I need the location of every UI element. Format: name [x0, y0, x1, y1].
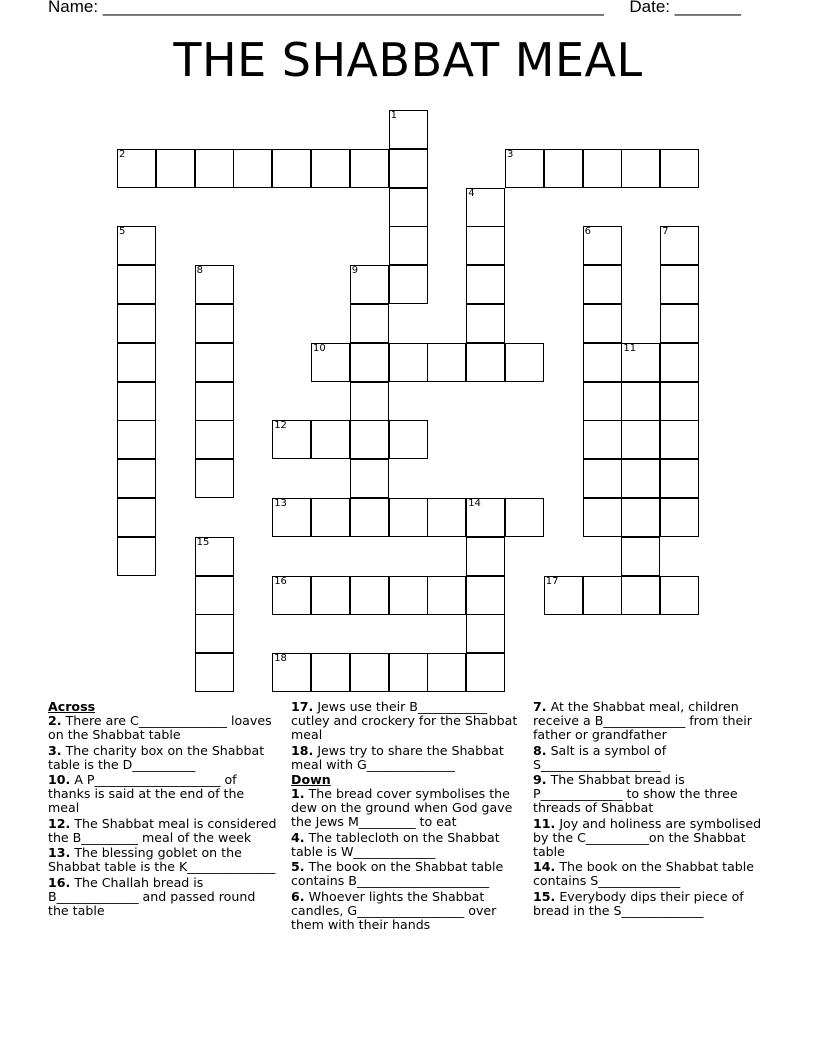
grid-cell[interactable] [311, 149, 350, 188]
grid-cell[interactable] [195, 149, 234, 188]
clue-item [533, 860, 765, 888]
clue-number: 5 [119, 226, 126, 238]
grid-cell[interactable] [621, 149, 660, 188]
grid-cell[interactable] [583, 382, 622, 421]
clue-number: 4 [468, 187, 475, 199]
clue-number: 7. [533, 699, 547, 714]
grid-cell[interactable] [389, 420, 428, 459]
clue-text: The Shabbat meal is considered the B_________ meal of the week [48, 815, 277, 845]
clue-number: 13 [274, 498, 287, 509]
name-field[interactable]: _____________________________________________________ [102, 0, 604, 16]
clue-number: 10 [313, 342, 326, 354]
clue-number: 2 [119, 148, 126, 160]
grid-cell[interactable] [466, 188, 505, 227]
grid-cell[interactable] [660, 304, 699, 343]
grid-cell[interactable] [195, 653, 234, 692]
grid-cell[interactable] [350, 576, 389, 615]
grid-cell[interactable] [466, 304, 505, 343]
clue-number: 16. [48, 874, 71, 890]
clue-text: The charity box on the Shabbat table is the D__________ [48, 742, 265, 772]
clue-number: 9. [533, 772, 547, 787]
grid-cell[interactable] [427, 498, 466, 537]
grid-cell[interactable] [350, 459, 389, 498]
grid-cell[interactable] [544, 149, 583, 188]
grid-cell[interactable] [311, 420, 350, 459]
grid-cell[interactable] [389, 343, 428, 382]
grid-cell[interactable] [660, 343, 699, 382]
grid-cell[interactable] [117, 265, 156, 304]
clue-number: 13. [48, 845, 71, 860]
grid-cell[interactable] [660, 226, 699, 265]
grid-cell[interactable] [660, 382, 699, 421]
grid-cell[interactable] [660, 459, 699, 498]
clue-text: The Shabbat bread is P_____________ to show the three threads of Shabbat [533, 772, 738, 815]
clue-number: 17 [545, 575, 559, 587]
clue-item [291, 700, 523, 742]
grid-cell[interactable] [505, 498, 544, 537]
grid-cell[interactable] [195, 459, 234, 498]
grid-cell[interactable] [389, 265, 428, 304]
clue-number: 16 [274, 575, 287, 587]
clue-number: 12 [274, 420, 287, 432]
clue-number: 8 [196, 265, 203, 277]
clue-text: The blessing goblet on the Shabbat table is the K______________ [48, 845, 276, 874]
grid-cell[interactable] [117, 459, 156, 498]
grid-cell[interactable] [583, 498, 622, 537]
clue-text: Joy and holiness are symbolised by the C__________on the Shabbat table [533, 815, 762, 859]
grid-cell[interactable] [117, 226, 156, 265]
clue-number: 15 [196, 536, 210, 548]
grid-cell[interactable] [583, 459, 622, 498]
grid-cell[interactable] [389, 110, 428, 149]
clue-item [533, 700, 765, 742]
clue-item [533, 744, 765, 772]
clue-number: 6. [291, 888, 305, 904]
grid-cell[interactable] [350, 304, 389, 343]
clue-item [533, 890, 765, 918]
grid-cell[interactable] [350, 343, 389, 382]
grid-cell[interactable] [621, 382, 660, 421]
clue-number: 3. [48, 742, 62, 758]
clue-text: At the Shabbat meal, children receive a B_____________ from their father or grandfather [533, 699, 752, 742]
clue-number: 7 [662, 226, 669, 238]
grid-cell[interactable] [195, 420, 234, 459]
grid-cell[interactable] [621, 498, 660, 537]
clue-number: 1. [291, 786, 305, 801]
grid-cell[interactable] [621, 537, 660, 576]
grid-cell[interactable] [583, 226, 622, 265]
clue-number: 10. [48, 772, 71, 787]
clue-text: Whoever lights the Shabbat candles, G_________________ over them with their hands [291, 888, 497, 932]
grid-cell[interactable] [466, 498, 505, 537]
grid-cell[interactable] [466, 343, 505, 382]
clue-text: Salt is a symbol of S___________________ [533, 742, 667, 772]
grid-cell[interactable] [544, 576, 583, 615]
grid-cell[interactable] [350, 149, 389, 188]
grid-cell[interactable] [427, 576, 466, 615]
grid-cell[interactable] [350, 382, 389, 421]
grid-cell[interactable] [389, 653, 428, 692]
clue-item [533, 773, 765, 815]
clue-text: A P____________________ of thanks is said at the end of the meal [48, 772, 245, 815]
clue-number: 11. [533, 815, 556, 831]
grid-cell[interactable] [350, 265, 389, 304]
grid-cell[interactable] [660, 420, 699, 459]
grid-cell[interactable] [272, 420, 311, 459]
clues-column-3 [533, 700, 765, 919]
name-label: Name: [48, 0, 99, 16]
grid-cell[interactable] [272, 149, 311, 188]
clue-item [48, 773, 278, 815]
clue-number: 3 [507, 148, 514, 160]
clue-item [48, 846, 278, 874]
grid-cell[interactable] [117, 343, 156, 382]
clue-text: The book on the Shabbat table contains B_____________________ [291, 859, 504, 888]
grid-cell[interactable] [427, 653, 466, 692]
clue-text: Jews use their B___________ cutley and crockery for the Shabbat meal [291, 699, 518, 742]
grid-cell[interactable] [195, 614, 234, 653]
grid-cell[interactable] [195, 382, 234, 421]
grid-cell[interactable] [505, 343, 544, 382]
grid-cell[interactable] [389, 188, 428, 227]
clue-number: 14 [468, 498, 481, 509]
grid-cell[interactable] [660, 576, 699, 615]
grid-cell[interactable] [621, 420, 660, 459]
grid-cell[interactable] [621, 576, 660, 615]
grid-cell[interactable] [117, 382, 156, 421]
grid-cell[interactable] [660, 498, 699, 537]
clue-item [48, 714, 278, 742]
grid-cell[interactable] [195, 576, 234, 615]
grid-cell[interactable] [311, 343, 350, 382]
grid-cell[interactable] [466, 653, 505, 692]
date-label: Date: [629, 0, 671, 16]
clues-column-1 [48, 700, 278, 919]
grid-cell[interactable] [117, 420, 156, 459]
grid-cell[interactable] [389, 498, 428, 537]
clue-item [48, 744, 278, 772]
clue-text: The bread cover symbolises the dew on the ground when God gave the Jews M_________ to eat [291, 786, 513, 829]
grid-cell[interactable] [583, 304, 622, 343]
grid-cell[interactable] [427, 343, 466, 382]
clue-number: 5. [291, 859, 305, 874]
grid-cell[interactable] [272, 653, 311, 692]
clue-number: 12. [48, 815, 71, 831]
clue-item [48, 817, 278, 845]
grid-cell[interactable] [272, 576, 311, 615]
clue-item [291, 744, 523, 772]
grid-cell[interactable] [505, 149, 544, 188]
clue-item [291, 787, 523, 829]
grid-cell[interactable] [195, 304, 234, 343]
clue-text: The book on the Shabbat table contains S_____________ [533, 859, 755, 888]
clue-number: 17. [291, 699, 314, 714]
clue-item [291, 831, 523, 859]
grid-cell[interactable] [660, 265, 699, 304]
across-heading: Across [48, 699, 96, 714]
grid-cell[interactable] [466, 226, 505, 265]
grid-cell[interactable] [621, 343, 660, 382]
clue-text: Everybody dips their piece of bread in the S_____________ [533, 888, 744, 918]
grid-cell[interactable] [272, 498, 311, 537]
clue-number: 9 [351, 265, 359, 277]
grid-cell[interactable] [389, 226, 428, 265]
clue-number: 1 [390, 110, 397, 121]
date-field[interactable]: _______ [674, 0, 741, 16]
clue-item [291, 890, 523, 932]
clue-number: 18 [274, 653, 287, 665]
grid-cell[interactable] [117, 498, 156, 537]
grid-cell[interactable] [583, 343, 622, 382]
clue-number: 18. [291, 742, 314, 758]
clues-column-2 [291, 700, 523, 933]
grid-cell[interactable] [583, 265, 622, 304]
grid-cell[interactable] [466, 576, 505, 615]
grid-cell[interactable] [117, 149, 156, 188]
grid-cell[interactable] [350, 498, 389, 537]
clue-item [533, 817, 765, 859]
grid-cell[interactable] [621, 459, 660, 498]
grid-cell[interactable] [117, 537, 156, 576]
clue-text: The Challah bread is B_____________ and passed round the table [48, 874, 256, 918]
grid-cell[interactable] [660, 149, 699, 188]
grid-cell[interactable] [583, 420, 622, 459]
grid-cell[interactable] [350, 420, 389, 459]
down-heading: Down [291, 772, 331, 787]
clue-number: 2. [48, 713, 62, 728]
grid-cell[interactable] [389, 576, 428, 615]
page-title: THE SHABBAT MEAL [173, 33, 643, 87]
clue-number: 6 [584, 226, 591, 238]
grid-cell[interactable] [583, 576, 622, 615]
clue-number: 15. [533, 888, 556, 904]
grid-cell[interactable] [233, 149, 272, 188]
grid-cell[interactable] [466, 537, 505, 576]
grid-cell[interactable] [195, 343, 234, 382]
clue-text: Jews try to share the Shabbat meal with G______________ [291, 742, 504, 772]
clue-number: 8. [533, 742, 547, 758]
grid-cell[interactable] [117, 304, 156, 343]
grid-cell[interactable] [350, 653, 389, 692]
clue-number: 4. [291, 829, 305, 845]
grid-cell[interactable] [311, 498, 350, 537]
grid-cell[interactable] [389, 149, 428, 188]
clue-text: There are C______________ loaves on the Shabbat table [48, 713, 272, 742]
clue-number: 11 [623, 342, 637, 354]
grid-cell[interactable] [195, 265, 234, 304]
grid-cell[interactable] [311, 653, 350, 692]
grid-cell[interactable] [195, 537, 234, 576]
clue-item [291, 860, 523, 888]
grid-cell[interactable] [156, 149, 195, 188]
grid-cell[interactable] [466, 614, 505, 653]
clue-text: The tablecloth on the Shabbat table is W_____________ [291, 829, 500, 859]
grid-cell[interactable] [311, 576, 350, 615]
clue-item [48, 876, 278, 918]
grid-cell[interactable] [466, 265, 505, 304]
grid-cell[interactable] [583, 149, 622, 188]
clue-number: 14. [533, 859, 556, 874]
